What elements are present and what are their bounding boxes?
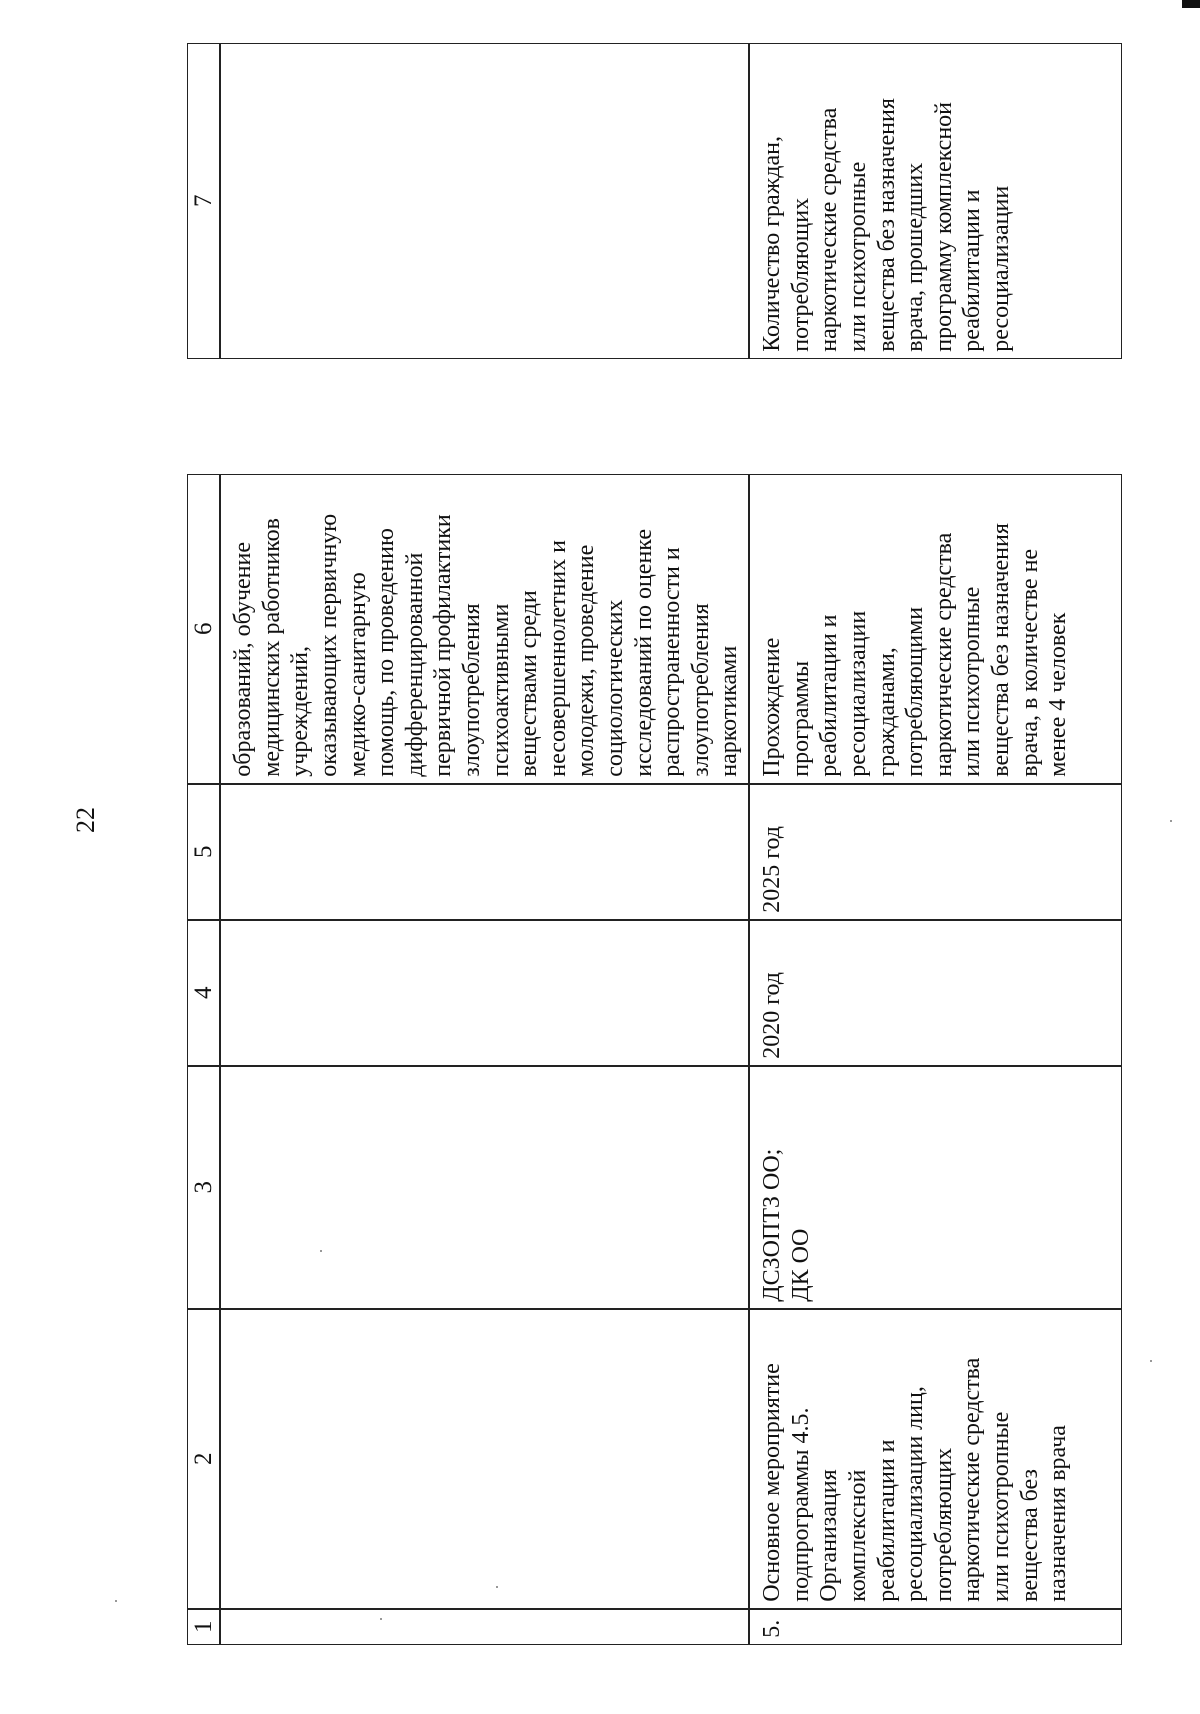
scan-speck bbox=[320, 1250, 322, 1252]
scan-speck bbox=[496, 1586, 498, 1588]
scan-speck bbox=[1150, 1360, 1152, 1362]
scan-speck bbox=[1170, 820, 1172, 822]
row5-end-year: 2025 год bbox=[749, 784, 1122, 920]
header-col-1: 1 bbox=[187, 1609, 220, 1645]
header-col-2: 2 bbox=[187, 1309, 220, 1609]
header-col-7: 7 bbox=[187, 43, 220, 359]
row5-activity: Основное мероприятие подпрограммы 4.5. Организация комплексной реабилитации и ресоциализации лиц, потребляющих наркотические средства или психотропные вещества без назначения врача bbox=[749, 1309, 1122, 1609]
header-col-6: 6 bbox=[187, 474, 220, 784]
page-number: 22 bbox=[71, 807, 100, 833]
cont-cell-col-7 bbox=[220, 43, 749, 359]
header-col-4: 4 bbox=[187, 920, 220, 1066]
row5-start-year: 2020 год bbox=[749, 920, 1122, 1066]
row5-indicator: Количество граждан, потребляющих наркотические средства или психотропные вещества без назначения врача, прошедших программу комплексной реабилитации и ресоциализации bbox=[749, 43, 1122, 359]
col7-wrap bbox=[188, 42, 1153, 358]
cont-cell-col-6: образований, обучение медицинских работников учреждений, оказывающих первичную медико-санитарную помощь, по проведению дифференцированной первичной профилактики злоупотребления психоактивными веществами среди несовершеннолетних и молодежи, проведение социологических исследований по оценке распространенности и злоупотребления наркотиками bbox=[220, 474, 749, 784]
scan-edge-mark bbox=[1182, 0, 1200, 8]
row5-executor: ДСЗОПТЗ ОО; ДК ОО bbox=[749, 1066, 1122, 1309]
scan-speck bbox=[115, 1600, 117, 1602]
header-col-5: 5 bbox=[187, 784, 220, 920]
row5-number: 5. bbox=[749, 1609, 1122, 1645]
header-col-3: 3 bbox=[187, 1066, 220, 1309]
col7-rot bbox=[188, 42, 1153, 358]
row5-expected-result: Прохождение программы реабилитации и ресоциализации гражданами, потребляющими наркотические средства или психотропные вещества без назначения врача, в количестве не менее 4 человек bbox=[749, 474, 1122, 784]
scan-speck bbox=[380, 1618, 382, 1620]
rotated-table-col7 bbox=[188, 434, 1153, 1644]
